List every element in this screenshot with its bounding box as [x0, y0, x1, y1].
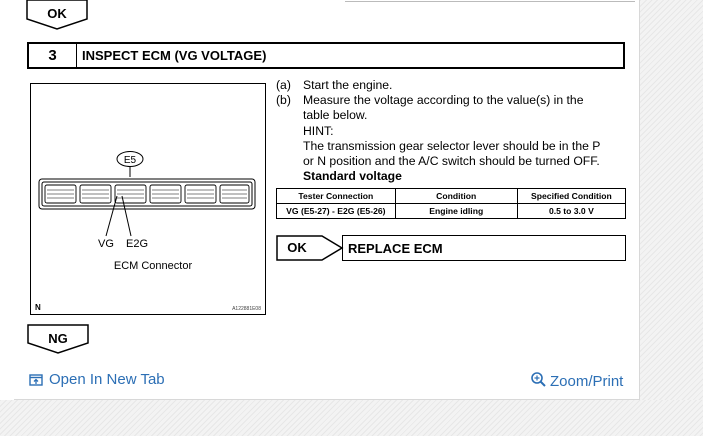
instruction-key: (b): [276, 93, 291, 108]
table-header-cell: Condition: [395, 189, 517, 204]
page-edge-bottom: [14, 399, 640, 400]
page-edge-right: [639, 0, 640, 400]
step-title: INSPECT ECM (VG VOLTAGE): [82, 48, 267, 63]
table-row: [277, 204, 626, 219]
ok-label: OK: [287, 240, 307, 255]
pin-label-e2g: E2G: [125, 238, 149, 250]
instruction-b: [276, 93, 636, 184]
pin-label-vg: VG: [98, 238, 114, 250]
connector-id: E5: [123, 155, 137, 166]
zoom-print-label: Zoom/Print: [550, 373, 624, 390]
standard-voltage-label: Standard voltage: [303, 169, 402, 184]
replace-ecm-box: REPLACE ECM: [342, 235, 626, 261]
top-ok-label: OK: [47, 6, 67, 21]
instructions-block: [276, 78, 636, 184]
open-in-new-tab-link[interactable]: [29, 371, 165, 388]
figure-code: A122881E08: [232, 306, 261, 312]
instruction-text: table below.: [303, 108, 368, 123]
ecm-connector-diagram: [31, 84, 265, 314]
table-cell: 0.5 to 3.0 V: [517, 204, 625, 219]
standard-voltage-table: [276, 188, 626, 219]
hint-text: The transmission gear selector lever should be in the P: [303, 138, 601, 153]
hint-label: HINT:: [303, 123, 334, 138]
instruction-text: Measure the voltage according to the value(s) in the: [303, 93, 584, 108]
ng-arrow: [27, 324, 89, 354]
new-tab-icon: [29, 373, 43, 387]
open-in-new-tab-label: Open In New Tab: [49, 371, 165, 388]
zoom-print-link[interactable]: [530, 369, 623, 390]
ng-label: NG: [48, 331, 68, 346]
page-gutter-right: [640, 0, 703, 436]
table-header-row: [277, 189, 626, 204]
step-number: 3: [29, 44, 77, 67]
instruction-a: [276, 78, 636, 93]
ok-result-row: [276, 235, 626, 261]
top-ok-arrow: [26, 0, 88, 30]
previous-section-divider: [345, 1, 635, 2]
hint-text: or N position and the A/C switch should be turned OFF.: [303, 154, 600, 169]
magnifier-icon: [530, 371, 548, 389]
instruction-text: Start the engine.: [303, 78, 393, 92]
step-header: [27, 42, 625, 69]
figure-caption: ECM Connector: [113, 260, 193, 272]
figure-corner-letter: N: [35, 303, 41, 312]
table-cell: VG (E5-27) - E2G (E5-26): [277, 204, 396, 219]
ecm-connector-figure: [30, 83, 266, 315]
table-cell: Engine idling: [395, 204, 517, 219]
instruction-key: (a): [276, 78, 291, 92]
table-header-cell: Specified Condition: [517, 189, 625, 204]
page-gutter-bottom: [0, 400, 703, 436]
table-header-cell: Tester Connection: [277, 189, 396, 204]
